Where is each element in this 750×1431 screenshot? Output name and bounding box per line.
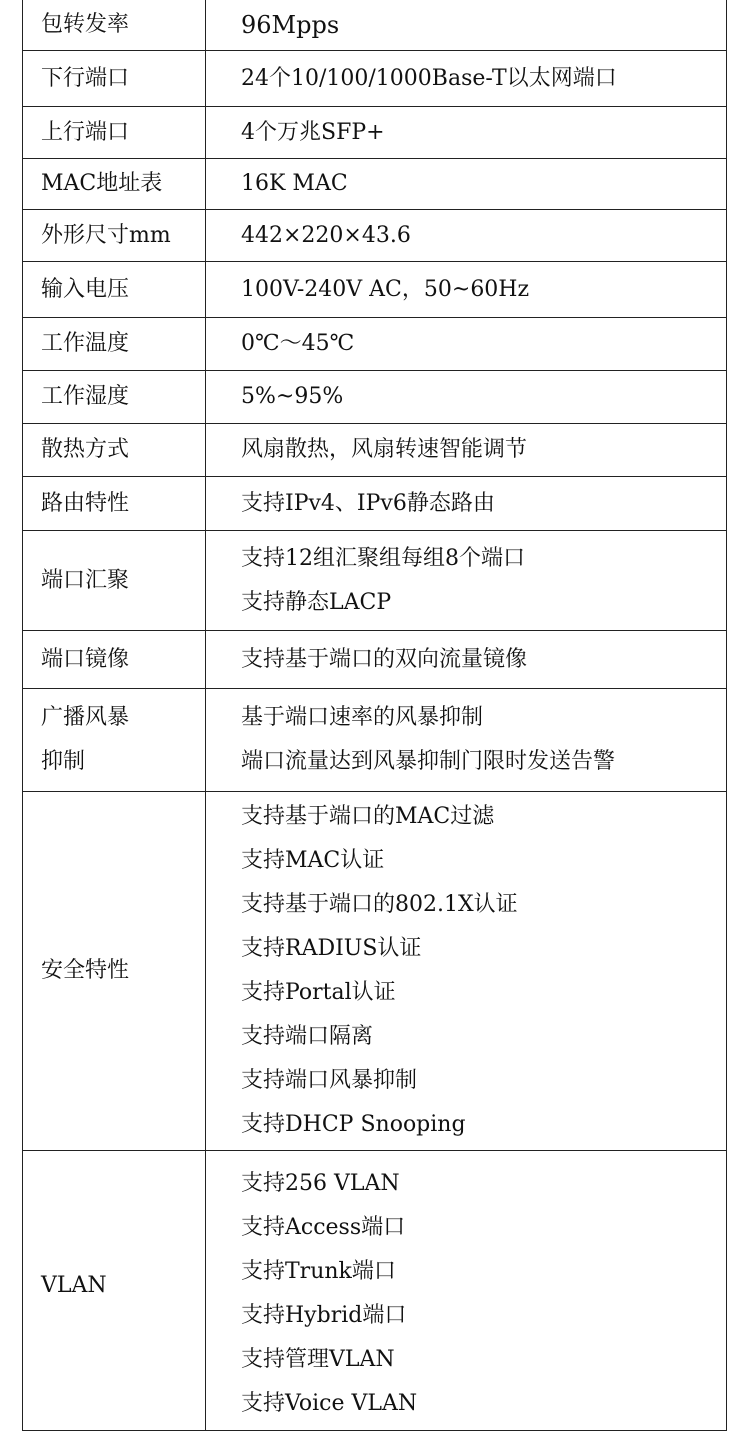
- row-label: 包转发率: [41, 11, 130, 37]
- table-row: [23, 0, 727, 51]
- row-value: 支持Access端口: [241, 1215, 406, 1240]
- row-label-cell: [23, 0, 206, 51]
- row-label-cell: [23, 51, 206, 107]
- row-value-cell: [206, 689, 727, 792]
- row-value: 支持Portal认证: [241, 980, 396, 1005]
- row-label: 路由特性: [41, 490, 130, 516]
- spec-table: [22, 0, 727, 1431]
- row-label: 散热方式: [41, 437, 130, 462]
- row-value: 支持基于端口的802.1X认证: [241, 892, 518, 917]
- row-label-cell: [23, 262, 206, 318]
- row-value: 4个万兆SFP+: [241, 119, 385, 145]
- table-row: [23, 159, 727, 210]
- table-row: [23, 51, 727, 107]
- table-row: [23, 1151, 727, 1431]
- table-row: [23, 531, 727, 631]
- row-label: 广播风暴: [41, 705, 130, 730]
- row-label: 工作湿度: [41, 384, 130, 409]
- row-value: 100V-240V AC，50~60Hz: [241, 276, 530, 302]
- row-label-cell: [23, 792, 206, 1151]
- row-value-cell: [206, 107, 727, 159]
- row-value-cell: [206, 477, 727, 531]
- row-value: 支持Trunk端口: [241, 1259, 396, 1284]
- row-value-cell: [206, 0, 727, 51]
- row-label-cell: [23, 689, 206, 792]
- row-label-cell: [23, 371, 206, 424]
- table-row: [23, 318, 727, 371]
- row-value: 5%~95%: [241, 384, 344, 409]
- row-value-cell: [206, 1151, 727, 1431]
- row-value: 支持DHCP Snooping: [241, 1112, 466, 1137]
- row-value-cell: [206, 371, 727, 424]
- row-label: 安全特性: [41, 958, 130, 983]
- row-label: 端口汇聚: [41, 567, 130, 593]
- table-row: [23, 689, 727, 792]
- row-label-cell: [23, 107, 206, 159]
- row-label: 下行端口: [41, 65, 130, 91]
- row-value: 支持基于端口的MAC过滤: [241, 804, 495, 829]
- row-value-cell: [206, 262, 727, 318]
- table-row: [23, 210, 727, 262]
- row-value: 支持MAC认证: [241, 848, 385, 873]
- row-label: 抑制: [41, 749, 86, 774]
- row-label-cell: [23, 210, 206, 262]
- row-value: 支持12组汇聚组每组8个端口: [241, 545, 525, 571]
- row-label: 上行端口: [41, 119, 130, 145]
- row-value: 风扇散热，风扇转速智能调节: [241, 437, 528, 462]
- row-value: 0℃～45℃: [241, 331, 355, 356]
- row-value: 16K MAC: [241, 171, 348, 196]
- row-value-cell: [206, 531, 727, 631]
- table-row: [23, 262, 727, 318]
- row-value: 支持静态LACP: [241, 589, 392, 615]
- row-label-cell: [23, 631, 206, 689]
- row-value-cell: [206, 318, 727, 371]
- row-value-cell: [206, 159, 727, 210]
- row-value: 支持基于端口的双向流量镜像: [241, 646, 528, 672]
- row-label: 端口镜像: [41, 646, 130, 672]
- row-value-cell: [206, 51, 727, 107]
- row-label-cell: [23, 318, 206, 371]
- row-label: 输入电压: [41, 276, 130, 302]
- row-label: VLAN: [41, 1273, 107, 1298]
- row-label: MAC地址表: [41, 171, 163, 196]
- row-label-cell: [23, 1151, 206, 1431]
- row-value: 96Mpps: [241, 10, 340, 39]
- row-label-cell: [23, 424, 206, 477]
- row-value-cell: [206, 210, 727, 262]
- row-label-cell: [23, 531, 206, 631]
- row-value: 支持Hybrid端口: [241, 1303, 407, 1328]
- table-row: [23, 424, 727, 477]
- table-row: [23, 477, 727, 531]
- table-row: [23, 792, 727, 1151]
- row-value: 442×220×43.6: [241, 222, 411, 248]
- row-value: 支持端口隔离: [241, 1024, 374, 1049]
- table-row: [23, 631, 727, 689]
- table-row: [23, 107, 727, 159]
- row-value: 支持端口风暴抑制: [241, 1068, 418, 1093]
- row-label: 外形尺寸mm: [41, 222, 171, 248]
- row-value: 支持IPv4、IPv6静态路由: [241, 490, 495, 516]
- row-value-cell: [206, 792, 727, 1151]
- row-value-cell: [206, 631, 727, 689]
- row-label-cell: [23, 159, 206, 210]
- row-label: 工作温度: [41, 331, 130, 356]
- row-value: 支持Voice VLAN: [241, 1391, 418, 1416]
- row-value: 支持管理VLAN: [241, 1347, 395, 1372]
- row-value: 24个10/100/1000Base-T以太网端口: [241, 65, 617, 91]
- row-value: 基于端口速率的风暴抑制: [241, 705, 484, 730]
- row-value: 端口流量达到风暴抑制门限时发送告警: [241, 749, 616, 774]
- row-value: 支持256 VLAN: [241, 1171, 400, 1196]
- row-label-cell: [23, 477, 206, 531]
- row-value: 支持RADIUS认证: [241, 936, 422, 961]
- table-row: [23, 371, 727, 424]
- row-value-cell: [206, 424, 727, 477]
